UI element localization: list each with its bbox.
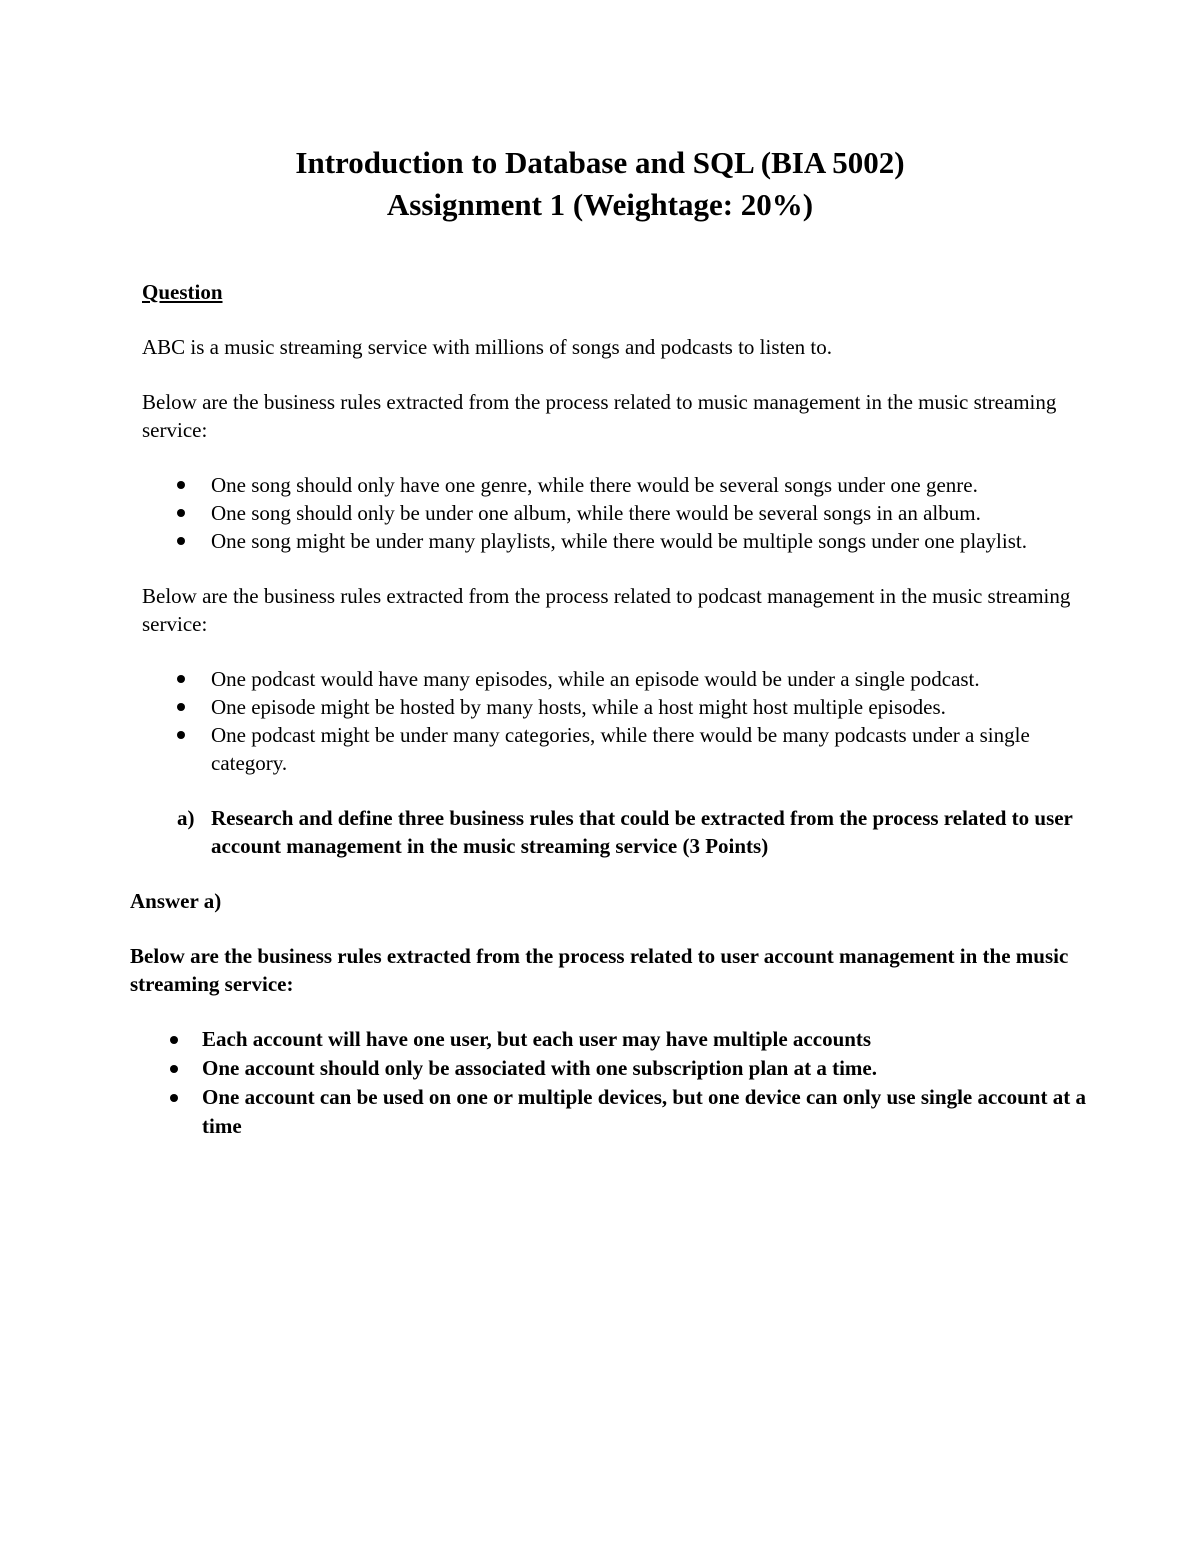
list-item: One podcast might be under many categories, while there would be many podcasts under a single category. [130,721,1090,777]
list-item: One song might be under many playlists, while there would be multiple songs under one playlist. [130,527,1090,555]
document-body [130,278,1090,1141]
list-item: One song should only have one genre, while there would be several songs under one genre. [130,471,1090,499]
task-text: Research and define three business rules that could be extracted from the process related to user account management in the music streaming service (3 Points) [211,806,1073,858]
podcast-rules-intro: Below are the business rules extracted from the process related to podcast management in the music streaming service: [142,584,1071,636]
podcast-rules-list [130,665,1090,777]
list-item: One account can be used on one or multiple devices, but one device can only use single account at a time [130,1083,1090,1141]
music-rules-intro: Below are the business rules extracted from the process related to music management in the music streaming service: [142,390,1057,442]
assignment-title: Assignment 1 (Weightage: 20%) [386,187,814,222]
answer-heading: Answer a) [130,889,222,913]
list-item: One episode might be hosted by many hosts, while a host might host multiple episodes. [130,693,1090,721]
course-title: Introduction to Database and SQL (BIA 5002) [295,145,905,180]
music-rules-list [130,471,1090,555]
answer-rules-list [130,1025,1090,1141]
list-item: One podcast would have many episodes, while an episode would be under a single podcast. [130,665,1090,693]
question-heading: Question [142,280,223,304]
intro-paragraph: ABC is a music streaming service with millions of songs and podcasts to listen to. [142,335,833,359]
document-title [0,142,1200,226]
list-item: Each account will have one user, but each user may have multiple accounts [130,1025,1090,1054]
task-label: a) [177,806,195,830]
list-item: One account should only be associated with one subscription plan at a time. [130,1054,1090,1083]
task-a [130,804,1090,860]
list-item: One song should only be under one album, while there would be several songs in an album. [130,499,1090,527]
answer-intro: Below are the business rules extracted from the process related to user account management in the music streaming service: [130,944,1069,996]
